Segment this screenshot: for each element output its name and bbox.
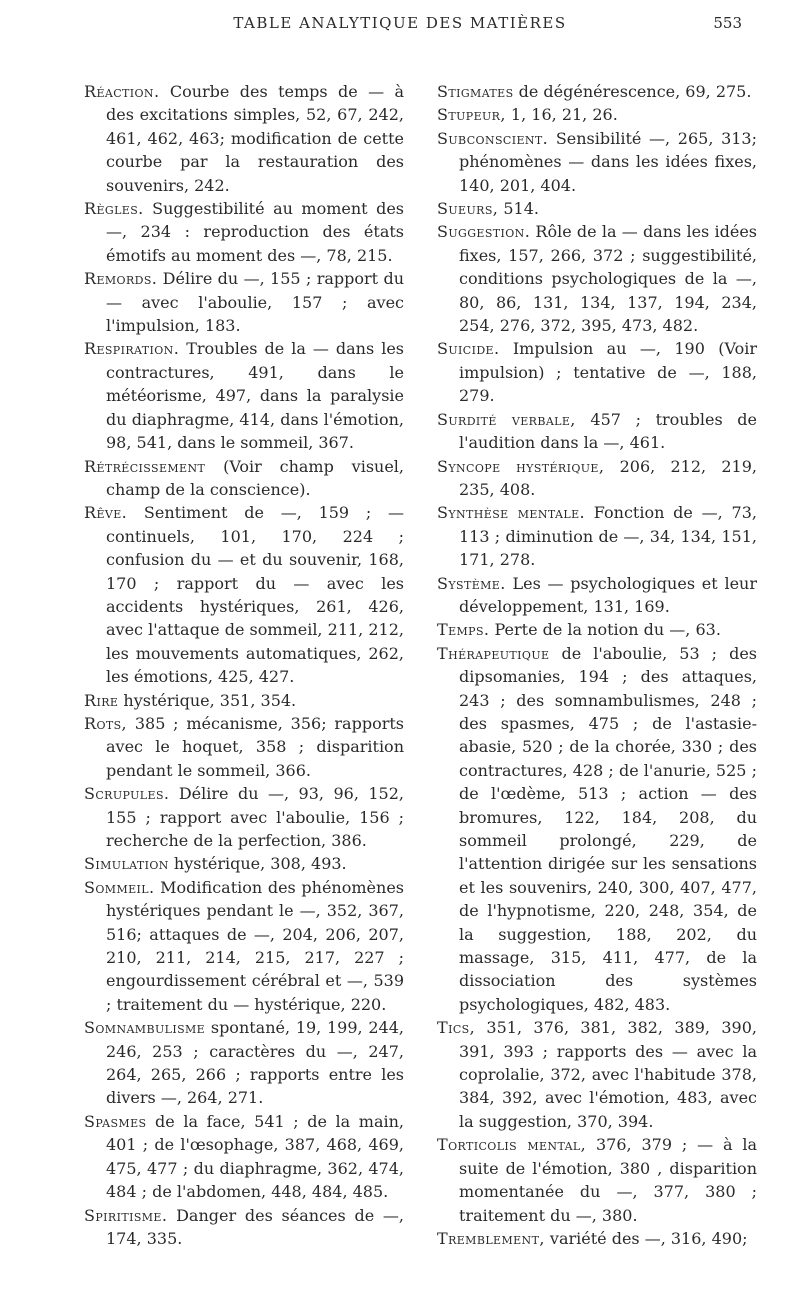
index-references: de la face, 541 ; de la main, 401 ; de l'œsophage, 387, 468, 469, 475, 477 ; du diaphragme, 362, 474, 484 ; de l'abdomen, 448, 484, 485. [106,1111,404,1202]
index-term: Subconscient. [437,128,549,148]
index-references: Courbe des temps de — à des excitations simples, 52, 67, 242, 461, 462, 463; modification de cette courbe par la restauration des souvenirs, 242. [106,82,404,195]
index-references: Danger des séances de —, 174, 335. [106,1205,404,1248]
index-term: Simulation [84,854,169,874]
running-title: TABLE ANALYTIQUE DES MATIÈRES [233,14,567,32]
index-references: Délire du —, 155 ; rapport du — avec l'aboulie, 157 ; avec l'impulsion, 183. [106,269,404,336]
index-entry [84,501,404,688]
index-entry [84,1204,404,1251]
index-term: Remords. [84,269,158,289]
index-references: Perte de la notion du —, 63. [489,620,721,640]
index-references: Suggestibilité au moment des —, 234 : reproduction des états émotifs au moment des —, 78, 215. [106,199,404,265]
index-term: Tremblement, [437,1228,545,1248]
index-term: Surdité verbale, [437,409,576,429]
index-references: 376, 379 ; — à la suite de l'émotion, 380 , disparition momentanée du —, 377, 380 ; traitement du —, 380. [459,1135,757,1225]
index-references: Les — psychologiques et leur développement, 131, 169. [459,573,757,616]
index-term: Somnambulisme [84,1018,206,1038]
index-references: variété des —, 316, 490; [544,1228,748,1248]
index-references: 206, 212, 219, 235, 408. [459,456,757,499]
index-entry [437,1016,757,1133]
index-term: Torticolis mental, [437,1135,587,1155]
index-entry [437,455,757,502]
index-references: Troubles de la — dans les contractures, 491, dans le météorisme, 497, dans la paralysie du diaphragme, 414, dans l'émotion, 98, 541, dans le sommeil, 367. [106,339,404,453]
index-term: Spiritisme. [84,1205,168,1225]
index-references: hystérique, 351, 354. [118,690,297,710]
index-term: Système. [437,573,506,593]
index-references: 351, 376, 381, 382, 389, 390, 391, 393 ; rapports des — avec la coprolalie, 372, avec l'habitude 378, 384, 392, avec l'émotion, 483, avec la suggestion, 370, 394. [459,1018,757,1131]
index-entry [84,337,404,454]
index-references: hystérique, 308, 493. [168,854,347,874]
index-references: Sensibilité —, 265, 313; phénomènes — dans les idées fixes, 140, 201, 404. [459,128,757,195]
index-entry [84,689,404,712]
index-term: Stupeur, [437,105,506,125]
index-references: Impulsion au —, 190 (Voir impulsion) ; tentative de —, 188, 279. [459,339,757,406]
index-references: 385 ; mécanisme, 356; rapports avec le hoquet, 358 ; disparition pendant le sommeil, 366. [106,713,404,780]
index-references: 1, 16, 21, 26. [505,105,618,125]
index-entry [84,455,404,502]
index-entry [437,642,757,1017]
index-references: 514. [498,199,539,219]
index-entry [84,1110,404,1204]
index-term: Rétrécissement [84,456,206,476]
index-references: Rôle de la — dans les idées fixes, 157, 266, 372 ; suggestibilité, conditions psychologiques de la —, 80, 86, 131, 134, 137, 194, 234, 254, 276, 372, 395, 473, 482. [459,222,757,336]
index-term: Rire [84,690,119,710]
index-entry [84,197,404,267]
index-entry [437,501,757,571]
index-references: Fonction de —, 73, 113 ; diminution de —, 34, 134, 151, 171, 278. [459,503,757,570]
index-term: Synthèse mentale. [437,503,585,523]
index-entry [437,618,757,641]
index-term: Stigmates [437,82,514,101]
index-entry [437,337,757,407]
index-entry [437,572,757,619]
index-references: Modification des phénomènes hystériques pendant le —, 352, 367, 516; attaques de —, 204, 206, 207, 210, 211, 214, 215, 217, 227 ; engourdissement cérébral et —, 539 ; traitement du — hystérique, 220. [106,877,404,1014]
index-term: Suicide. [437,339,500,359]
index-term: Temps. [437,620,490,640]
index-references: (Voir champ visuel, champ de la conscience). [106,456,404,499]
index-entry [84,876,404,1016]
index-entry [437,1133,757,1227]
index-entry [84,852,404,875]
index-references: 457 ; troubles de l'audition dans la —, 461. [459,409,757,453]
index-term: Sommeil. [84,877,155,897]
index-entry [437,103,757,126]
index-term: Sueurs, [437,199,499,219]
index-references: Délire du —, 93, 96, 152, 155 ; rapport avec l'aboulie, 156 ; recherche de la perfection, 386. [106,784,404,850]
index-entry [437,127,757,197]
page-number: 553 [713,14,742,32]
index-term: Rêve. [84,503,128,523]
index-entry [437,197,757,220]
index-entry [437,408,757,455]
index-column-left [84,80,404,1250]
index-term: Spasmes [84,1111,147,1131]
index-references: Sentiment de —, 159 ; — continuels, 101, 170, 224 ; confusion du — et du souvenir, 168, 170 ; rapport du — avec les accidents hystériques, 261, 426, avec l'attaque de sommeil, 211, 212, les mouvements automatiques, 262, les émotions, 425, 427. [106,503,404,687]
index-term: Réaction. [84,82,160,101]
index-term: Syncope hystérique, [437,456,605,476]
index-entry [437,80,757,103]
index-term: Thérapeutique [437,643,550,663]
index-entry [84,267,404,337]
index-references: spontané, 19, 199, 244, 246, 253 ; caractères du —, 247, 264, 265, 266 ; rapports entre les divers —, 264, 271. [106,1018,404,1108]
index-entry [84,782,404,852]
index-column-right [437,80,757,1250]
index-entry [437,1227,757,1250]
index-references: de dégénérescence, 69, 275. [513,82,752,101]
index-term: Tics, [437,1018,476,1038]
index-term: Scrupules. [84,784,170,804]
index-term: Règles. [84,199,144,219]
index-entry [84,1016,404,1110]
index-entry [84,80,404,197]
index-entry [84,712,404,782]
index-entry [437,220,757,337]
index-references: de l'aboulie, 53 ; des dipsomanies, 194 ; des attaques, 243 ; des somnambulismes, 248 ; des spasmes, 475 ; de l'astasie-abasie, 520 ; de la chorée, 330 ; des contractures, 428 ; de l'anurie, 525 ; de l'œdème, 513 ; action — des bromures, 122, 184, 208, du sommeil prolongé, 229, de l'attention dirigée sur les sensations et les souvenirs, 240, 300, 407, 477, de l'hypnotisme, 220, 248, 354, de la suggestion, 188, 202, du massage, 315, 411, 477, de la dissociation des systèmes psychologiques, 482, 483. [459,643,757,1014]
index-term: Rots, [84,713,128,733]
index-term: Suggestion. [437,222,531,242]
index-term: Respiration. [84,339,180,359]
